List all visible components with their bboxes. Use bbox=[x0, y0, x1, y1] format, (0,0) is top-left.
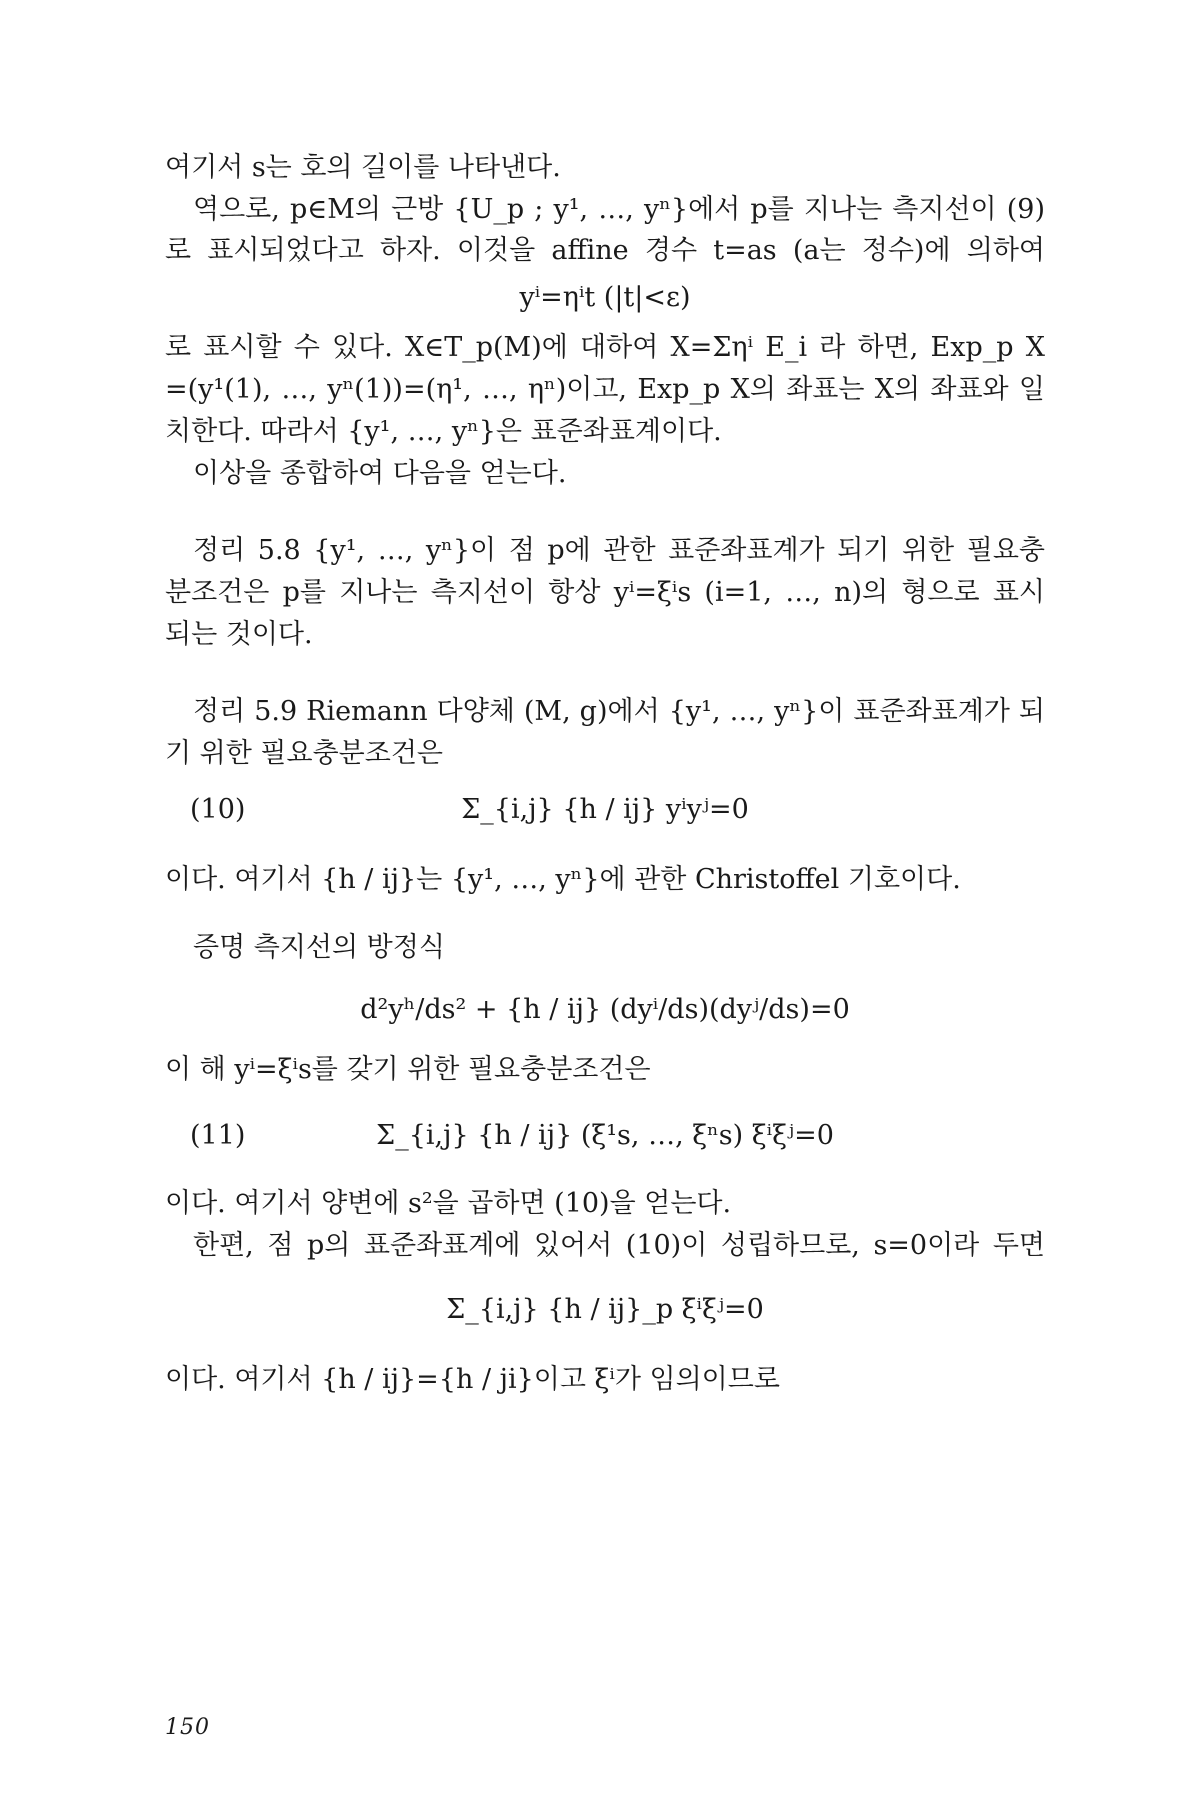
text-line: 역으로, p∈M의 근방 {U_p ; y¹, …, yⁿ}에서 p를 지나는 측지선이 (9) bbox=[193, 194, 1045, 225]
text-line: 이다. 여기서 양변에 s²을 곱하면 (10)을 얻는다. bbox=[165, 1188, 732, 1219]
geodesic-equation: d²yʰ/ds² + {h / ij} (dyⁱ/ds)(dyʲ/ds)=0 bbox=[360, 994, 850, 1025]
text-line: 이 해 yⁱ=ξⁱs를 갖기 위한 필요충분조건은 bbox=[165, 1054, 651, 1085]
equation-10: Σ_{i,j} {h / ij} yⁱyʲ=0 bbox=[461, 794, 749, 825]
text-line: 한편, 점 p의 표준좌표계에 있어서 (10)이 성립하므로, s=0이라 두면 bbox=[193, 1230, 1045, 1261]
text-line: =(y¹(1), …, yⁿ(1))=(η¹, …, ηⁿ)이고, Exp_p X의 좌표는 X의 좌표와 일 bbox=[165, 374, 1045, 405]
text-line: 이다. 여기서 {h / ij}는 {y¹, …, yⁿ}에 관한 Christoffel 기호이다. bbox=[165, 864, 961, 895]
equation-11: Σ_{i,j} {h / ij} (ξ¹s, …, ξⁿs) ξⁱξʲ=0 bbox=[376, 1120, 834, 1151]
equation-number: (10) bbox=[190, 794, 246, 825]
theorem-5-9-line: 정리 5.9 Riemann 다양체 (M, g)에서 {y¹, …, yⁿ}이 표준좌표계가 되 bbox=[193, 696, 1045, 727]
text-line: 여기서 s는 호의 길이를 나타낸다. bbox=[165, 152, 561, 183]
text-line: 로 표시할 수 있다. X∈T_p(M)에 대하여 X=Σηⁱ E_i 라 하면, Exp_p X bbox=[165, 332, 1045, 363]
equation-display: Σ_{i,j} {h / ij}_p ξⁱξʲ=0 bbox=[446, 1294, 764, 1325]
page-number: 150 bbox=[165, 1715, 210, 1740]
theorem-5-8-line: 분조건은 p를 지나는 측지선이 항상 yⁱ=ξⁱs (i=1, …, n)의 형으로 표시 bbox=[165, 577, 1045, 608]
theorem-5-9-line: 기 위한 필요충분조건은 bbox=[165, 738, 443, 769]
equation-inline: yⁱ=ηⁱt (|t|<ε) bbox=[519, 282, 691, 313]
text-line: 이상을 종합하여 다음을 얻는다. bbox=[193, 458, 567, 489]
text-line: 로 표시되었다고 하자. 이것을 affine 경수 t=as (a는 정수)에 의하여 bbox=[165, 235, 1045, 266]
theorem-5-8-line: 정리 5.8 {y¹, …, yⁿ}이 점 p에 관한 표준좌표계가 되기 위한 필요충 bbox=[193, 535, 1045, 566]
text-line: 이다. 여기서 {h / ij}={h / ji}이고 ξⁱ가 임의이므로 bbox=[165, 1364, 780, 1395]
text-line: 치한다. 따라서 {y¹, …, yⁿ}은 표준좌표계이다. bbox=[165, 416, 722, 447]
theorem-5-8-line: 되는 것이다. bbox=[165, 619, 313, 650]
proof-heading: 증명 측지선의 방정식 bbox=[193, 932, 445, 963]
equation-number: (11) bbox=[190, 1120, 246, 1151]
